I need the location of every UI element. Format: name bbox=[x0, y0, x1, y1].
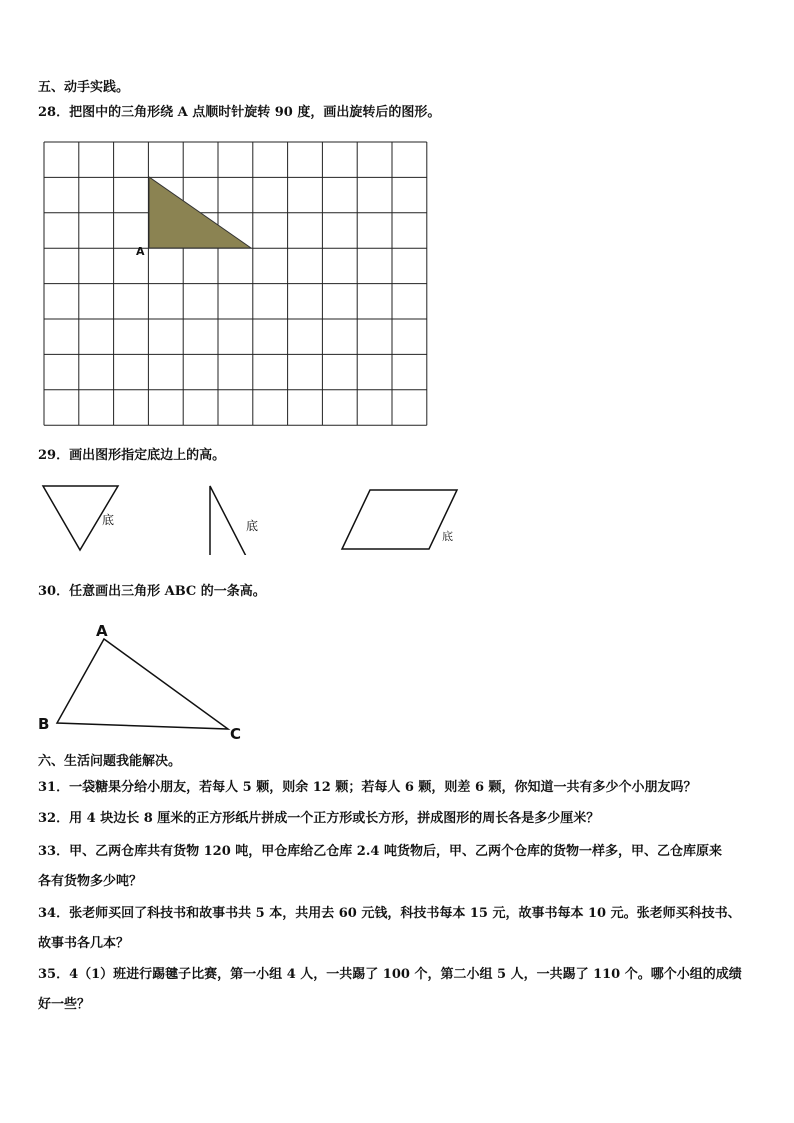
question-33-line1: 33．甲、乙两仓库共有货物 120 吨，甲仓库给乙仓库 2.4 吨货物后，甲、乙两个仓库的货物一样多，甲、乙仓库原来 bbox=[38, 844, 722, 859]
question-30: 30．任意画出三角形 ABC 的一条高。 bbox=[38, 584, 266, 599]
triangle-abc-shape bbox=[57, 639, 228, 729]
point-a-label: A bbox=[136, 245, 145, 258]
right-triangle bbox=[210, 486, 249, 555]
question-33-line2: 各有货物多少吨？ bbox=[38, 874, 143, 889]
base-label-1: 底 bbox=[102, 513, 115, 527]
triangle-abc bbox=[30, 615, 260, 745]
base-label-3: 底 bbox=[442, 530, 453, 543]
question-35-line1: 35．4（1）班进行踢毽子比赛，第一小组 4 人，一共踢了 100 个，第二小组 5 人，一共踢了 110 个。哪个小组的成绩 bbox=[38, 967, 742, 982]
question-32: 32．用 4 块边长 8 厘米的正方形纸片拼成一个正方形或长方形，拼成图形的周长各是多少厘米？ bbox=[38, 811, 600, 826]
section6-title: 六、生活问题我能解决。 bbox=[38, 754, 182, 769]
question-31: 31．一袋糖果分给小朋友，若每人 5 颗，则余 12 颗；若每人 6 颗，则差 6 颗，你知道一共有多少个小朋友吗？ bbox=[38, 780, 697, 795]
q29-figures bbox=[36, 480, 476, 555]
vertex-b-label: B bbox=[38, 715, 50, 733]
question-35-line2: 好一些？ bbox=[38, 997, 91, 1012]
rotation-grid bbox=[30, 135, 430, 430]
question-34-line1: 34．张老师买回了科技书和故事书共 5 本，共用去 60 元钱，科技书每本 15 元，故事书每本 10 元。张老师买科技书、 bbox=[38, 906, 741, 921]
question-29: 29．画出图形指定底边上的高。 bbox=[38, 448, 226, 463]
parallelogram bbox=[342, 490, 457, 549]
vertex-c-label: C bbox=[230, 725, 242, 743]
question-28: 28．把图中的三角形绕 A 点顺时针旋转 90 度，画出旋转后的图形。 bbox=[38, 105, 441, 120]
base-label-2: 底 bbox=[246, 519, 259, 533]
question-34-line2: 故事书各几本？ bbox=[38, 936, 130, 951]
vertex-a-label: A bbox=[96, 622, 108, 640]
section5-title: 五、动手实践。 bbox=[38, 80, 130, 95]
